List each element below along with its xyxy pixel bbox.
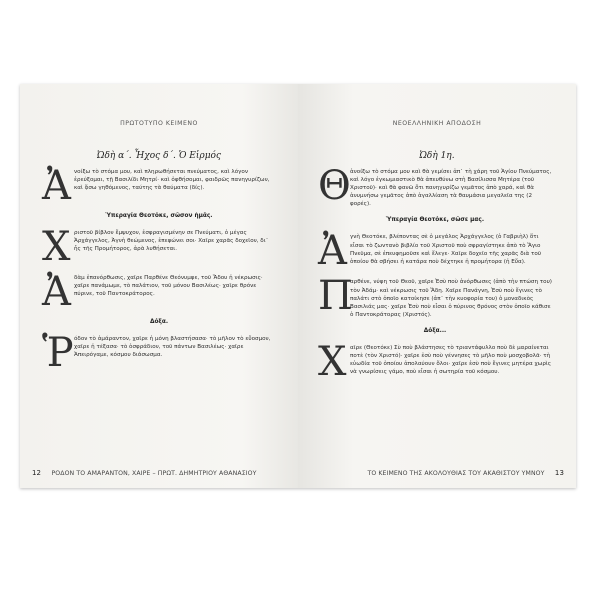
right-page-content [318,163,552,389]
paragraph-text: αρθένε, νύφη τοῦ Θεοῦ, χαῖρε Ἐσὺ ποὺ ἀνόρθωσες (ἀπὸ τὴν πτώση του) τὸν Ἀδάμ· καὶ νέκρωσις τοῦ Ἅδη. Χαῖρε Πανάγνη, Ἐσὺ ποὺ ἔγινες τὸ παλάτι στὸ ὁποῖο κατοίκησε (ἀπ᾽ τὴν κυοφορία του) ὁ μοναδικὸς Βασιλιάς μας· χαῖρε Ἐσὺ ποὺ εἶσαι ὁ πύρινος θρόνος στὸν ὁποῖο κάθισε ὁ Παντοκράτορας (Χριστός). [350,279,552,318]
right-paragraph-4 [318,338,552,385]
left-running-title: ΡΟΔΟΝ ΤΟ ΑΜΑΡΑΝΤΟΝ, ΧΑΙΡΕ – ΠΡΩΤ. ΔΗΜΗΤΡΙΟΥ ΑΘΑΝΑΣΙΟΥ [51,470,257,477]
paragraph-text: αῖρε (Θεοτόκε) Σὺ ποὺ βλάστησες τὸ τριαντάφυλλο ποὺ δὲ μαραίνεται ποτὲ (τὸν Χριστό)· χαῖρε ἐσὺ ποὺ γέννησες τὸ μῆλο ποὺ μοσχοβολᾶ· τὴ εὐωδία τοῦ ὁποίου ἀπολαύουν ὅλοι· χαῖρε ἐσὺ ποὺ ἔγινες μητέρα χωρὶς νὰ γνωρίσεις γάμο, ποὺ εἶσαι ἡ σωτηρία τοῦ κόσμου. [350,344,552,376]
drop-cap: Θ [318,163,351,209]
paragraph-text: ἀνοίξω τὸ στόμα μου καὶ θὰ γεμίσει ἀπ᾽ τὴ χάρη τοῦ Ἁγίου Πνεύματος, καὶ λόγο ἐγκωμιαστικὸ θὰ ἀπευθύνω στὴ Βασίλισσα Μητέρα (τοῦ Χριστοῦ)· καὶ θὰ φανῶ ὅτι πανηγυρίζω γεμᾶτος ἀπὸ χαρά, καὶ θὰ ἀνυμνήσω γεμᾶτος ἀπὸ ἀγαλλίαση τὰ θαυμάσια μεγαλεῖα της (2 φορές). [350,169,552,208]
book-spread [20,84,576,488]
left-page-footer [32,469,256,477]
right-page [298,84,576,488]
right-running-title: ΤΟ ΚΕΙΜΕΝΟ ΤΗΣ ΑΚΟΛΟΥΘΙΑΣ ΤΟΥ ΑΚΑΘΙΣΤΟΥ ΥΜΝΟΥ [367,470,545,477]
paragraph-text: ριστοῦ βίβλον ἔμψυχον, ἐσφραγισμένην σε Πνεύματι, ὁ μέγας Ἀρχάγγελος, Ἁγνὴ θεώμενος, ἐπεφώνει σοι· Χαῖρε χαρᾶς δοχεῖον, δι᾽ ἧς τῆς Προμήτορος, ἀρὰ λυθήσεται. [74,230,269,253]
right-page-number: 13 [554,469,564,477]
right-doxa: Δόξα... [423,327,447,334]
drop-cap: Ἀ [42,269,71,315]
left-page [20,84,298,488]
drop-cap: Ῥ [42,330,74,376]
right-paragraph-1 [318,163,552,209]
left-ode-title: Ὠδὴ α΄. Ἦχος δ΄. Ὁ Εἱρμός [96,151,222,161]
left-paragraph-2 [42,224,276,270]
paragraph-text: όδον τὸ ἀμάραντον, χαῖρε ἡ μόνη βλαστήσασα· τὸ μῆλον τὸ εὔοσμον, χαῖρε ἡ τέξασα· τὸ ὀσφράδιον, τοῦ πάντων Βασιλέως· χαῖρε Ἀπειρόγαμε, κόσμου διάσωσμα. [74,336,271,359]
drop-cap: Ἀ [318,228,347,275]
drop-cap: Χ [42,224,71,270]
left-page-number: 12 [32,469,42,477]
paragraph-text: γνὴ Θεοτόκε, βλέποντας σὲ ὁ μεγάλος Ἀρχάγγελος (ὁ Γαβριὴλ) ὅτι εἶσαι τὸ ζωντανὸ βιβλίο τοῦ Χριστοῦ ποὺ σφραγίστηκε ἀπὸ τὸ Ἅγιο Πνεῦμα, σὲ ἐπευφημοῦσε καὶ ἔλεγε· Χαῖρε δοχεῖο τῆς χαρᾶς διὰ τοῦ ὁποίου θὰ σβήσει ἡ κατάρα ποὺ δέχτηκε ἡ προμήτορα (ἡ Εὔα). [350,234,542,265]
right-ode-title: Ὠδὴ 1η. [419,151,455,161]
drop-cap: Χ [318,338,347,385]
left-refrain: Ὑπεραγία Θεοτόκε, σῶσον ἡμᾶς. [105,213,213,219]
left-paragraph-4 [42,330,276,376]
paragraph-text: δὰμ ἐπανόρθωσις, χαῖρε Παρθένε Θεόνυμφε, τοῦ Ἅδου ἡ νέκρωσις· χαῖρε πανάμωμε, τὸ παλάτιον, τοῦ μόνου Βασιλέως· χαῖρε θρόνε πύρινε, τοῦ Παντοκράτορος. [74,275,263,298]
right-refrain: Ὑπεραγία Θεοτόκε, σῶσε μας. [385,217,485,224]
drop-cap: Ἀ [42,163,71,209]
left-paragraph-3 [42,269,276,315]
paragraph-text: νοίξω τὸ στόμα μου, καὶ πληρωθήσεται πνεύματος, καὶ λόγον ἐρεύξομαι, τῇ Βασιλίδι Μητρί· καὶ ὀφθήσομαι, φαιδρῶς πανηγυρίζων, καὶ ᾄσω γηθόμενος, ταύτης τὰ θαύματα (δίς). [74,169,270,192]
left-paragraph-1 [42,163,276,209]
right-page-footer [367,469,564,477]
right-paragraph-3 [318,273,552,320]
right-paragraph-2 [318,228,552,275]
drop-cap: Π [318,273,353,320]
right-page-header: ΝΕΟΕΛΛΗΝΙΚΗ ΑΠΟΔΟΣΗ [392,120,482,127]
left-page-header: ΠΡΩΤΟΤΥΠΟ ΚΕΙΜΕΝΟ [120,120,198,127]
left-doxa: Δόξα. [149,319,169,325]
left-page-content [42,163,276,380]
